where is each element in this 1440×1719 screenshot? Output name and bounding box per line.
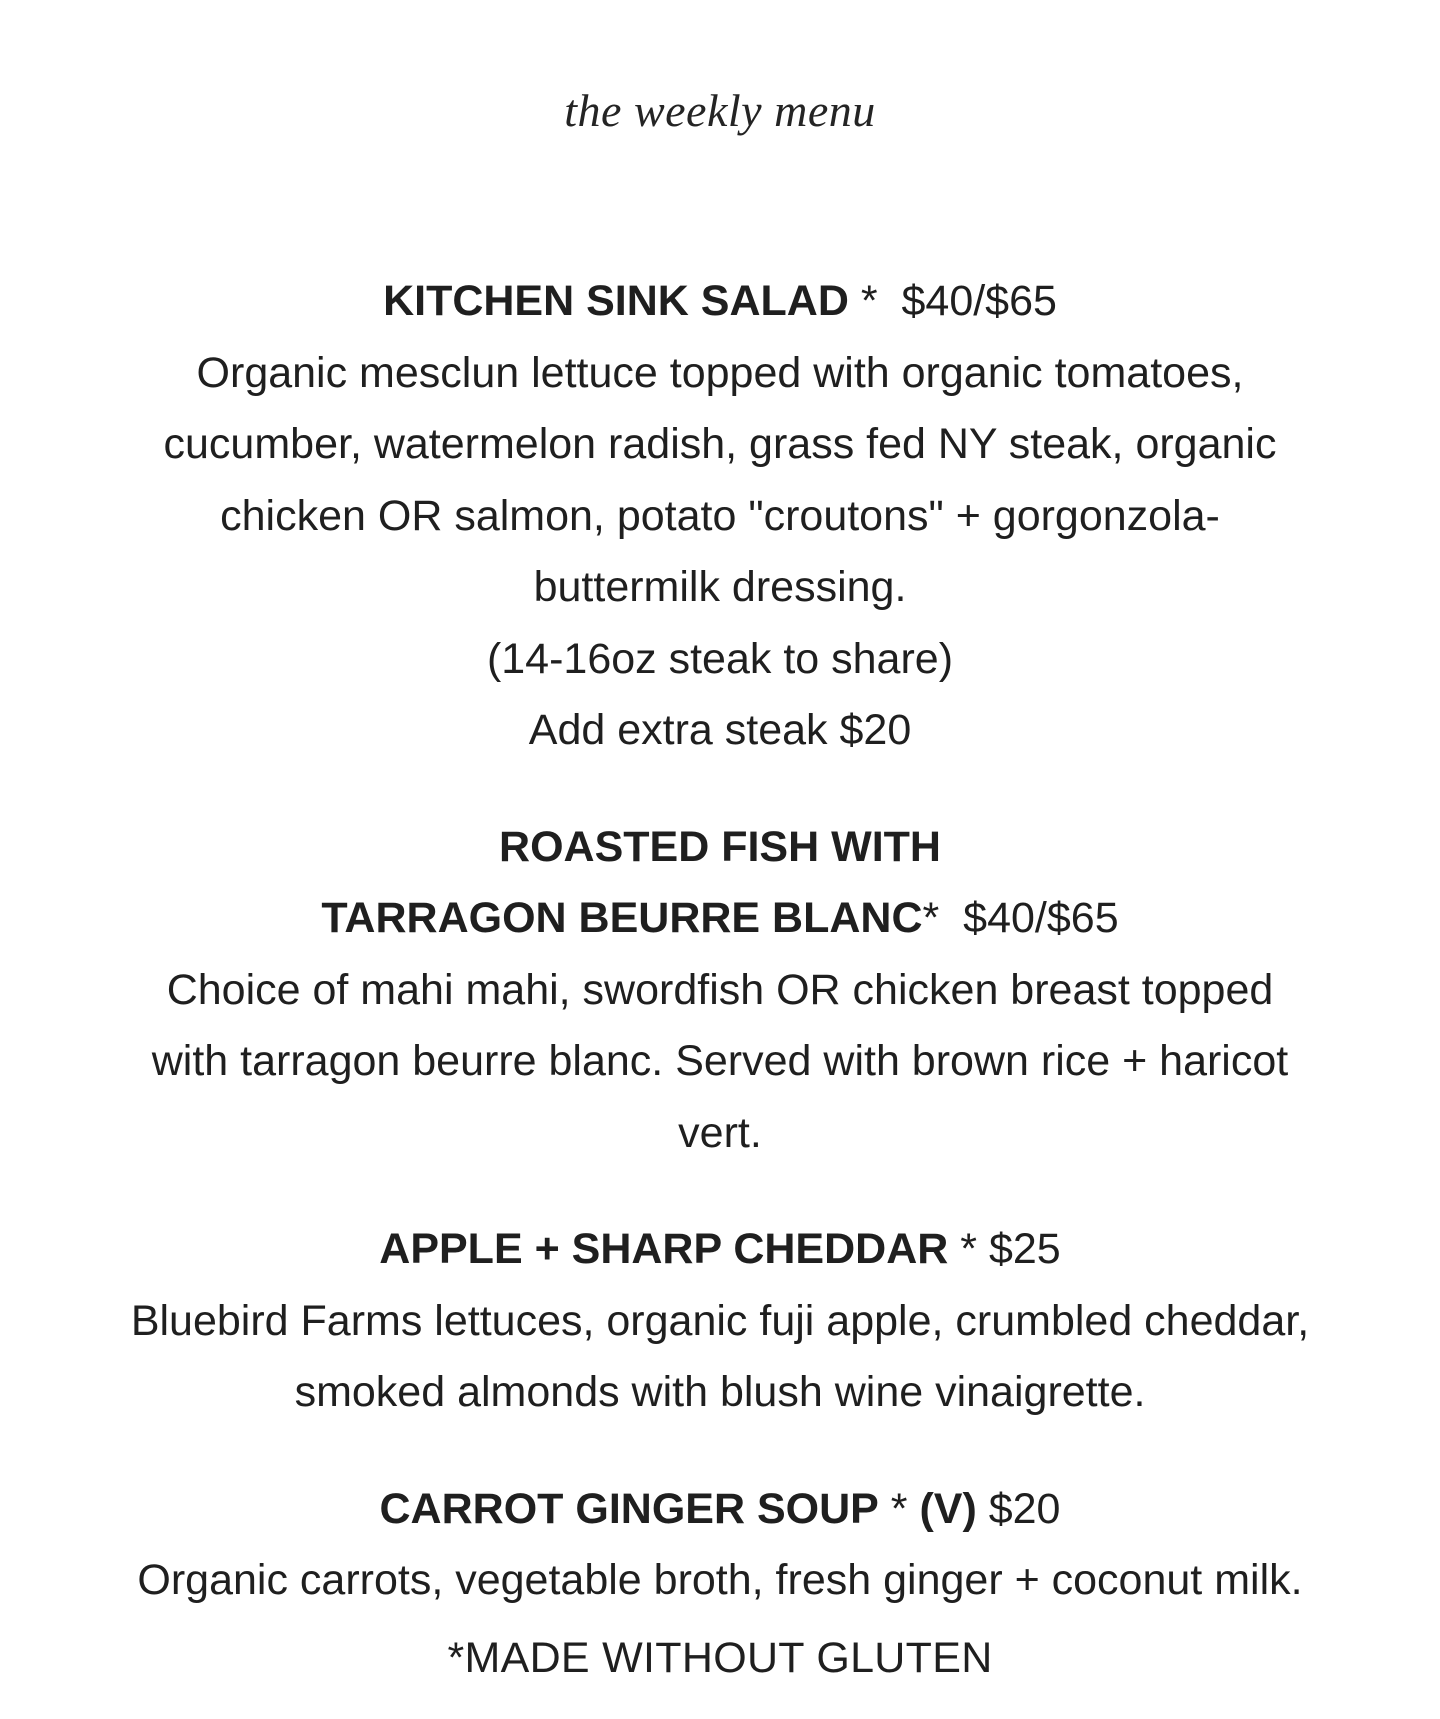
menu-item-apple-sharp-cheddar bbox=[40, 1214, 1400, 1429]
menu-item-roasted-fish bbox=[40, 812, 1400, 1170]
item-price: $40/$65 bbox=[951, 894, 1119, 942]
item-name: TARRAGON BEURRE BLANC bbox=[321, 894, 923, 942]
item-description-line: vert. bbox=[678, 1108, 762, 1157]
item-description-line: cucumber, watermelon radish, grass fed NY steak, organic bbox=[163, 420, 1277, 468]
item-description-line: smoked almonds with blush wine vinaigrette. bbox=[294, 1368, 1146, 1416]
gluten-free-flag: * bbox=[922, 894, 952, 942]
item-description-line: Add extra steak $20 bbox=[528, 706, 912, 754]
item-name: APPLE + SHARP CHEDDAR bbox=[379, 1225, 949, 1273]
item-description-line: Choice of mahi mahi, swordfish OR chicken breast topped bbox=[166, 965, 1274, 1014]
menu-items bbox=[40, 266, 1400, 1662]
item-price: $40/$65 bbox=[889, 277, 1057, 325]
item-price: $20 bbox=[976, 1484, 1061, 1533]
item-name: KITCHEN SINK SALAD bbox=[383, 277, 849, 325]
item-heading bbox=[40, 1474, 1400, 1546]
item-name: CARROT GINGER SOUP bbox=[379, 1484, 879, 1533]
menu-item-carrot-ginger-soup bbox=[40, 1474, 1400, 1617]
item-description-line: buttermilk dressing. bbox=[533, 563, 907, 611]
vegan-tag: (V) bbox=[919, 1484, 977, 1533]
item-heading bbox=[40, 1214, 1400, 1286]
item-description-line: chicken OR salmon, potato "croutons" + gorgonzola- bbox=[220, 491, 1220, 540]
item-price: $25 bbox=[988, 1225, 1061, 1273]
gluten-free-flag: * bbox=[948, 1225, 989, 1273]
item-description-line: Organic carrots, vegetable broth, fresh ginger + coconut milk. bbox=[137, 1556, 1303, 1604]
item-description-line: (14-16oz steak to share) bbox=[486, 634, 954, 683]
item-description-line: with tarragon beurre blanc. Served with brown rice + haricot bbox=[151, 1037, 1289, 1085]
gluten-free-flag: * bbox=[878, 1484, 920, 1533]
gluten-footnote: *MADE WITHOUT GLUTEN bbox=[447, 1634, 993, 1682]
item-description-line: Bluebird Farms lettuces, organic fuji apple, crumbled cheddar, bbox=[130, 1296, 1310, 1345]
item-heading bbox=[40, 266, 1400, 338]
item-name: ROASTED FISH WITH bbox=[499, 822, 941, 871]
gluten-free-flag: * bbox=[848, 277, 890, 325]
item-description-line: Organic mesclun lettuce topped with organic tomatoes, bbox=[196, 348, 1244, 397]
item-heading bbox=[40, 883, 1400, 955]
menu-item-kitchen-sink-salad bbox=[40, 266, 1400, 767]
menu-title: the weekly menu bbox=[564, 85, 876, 136]
item-heading bbox=[40, 812, 1400, 884]
